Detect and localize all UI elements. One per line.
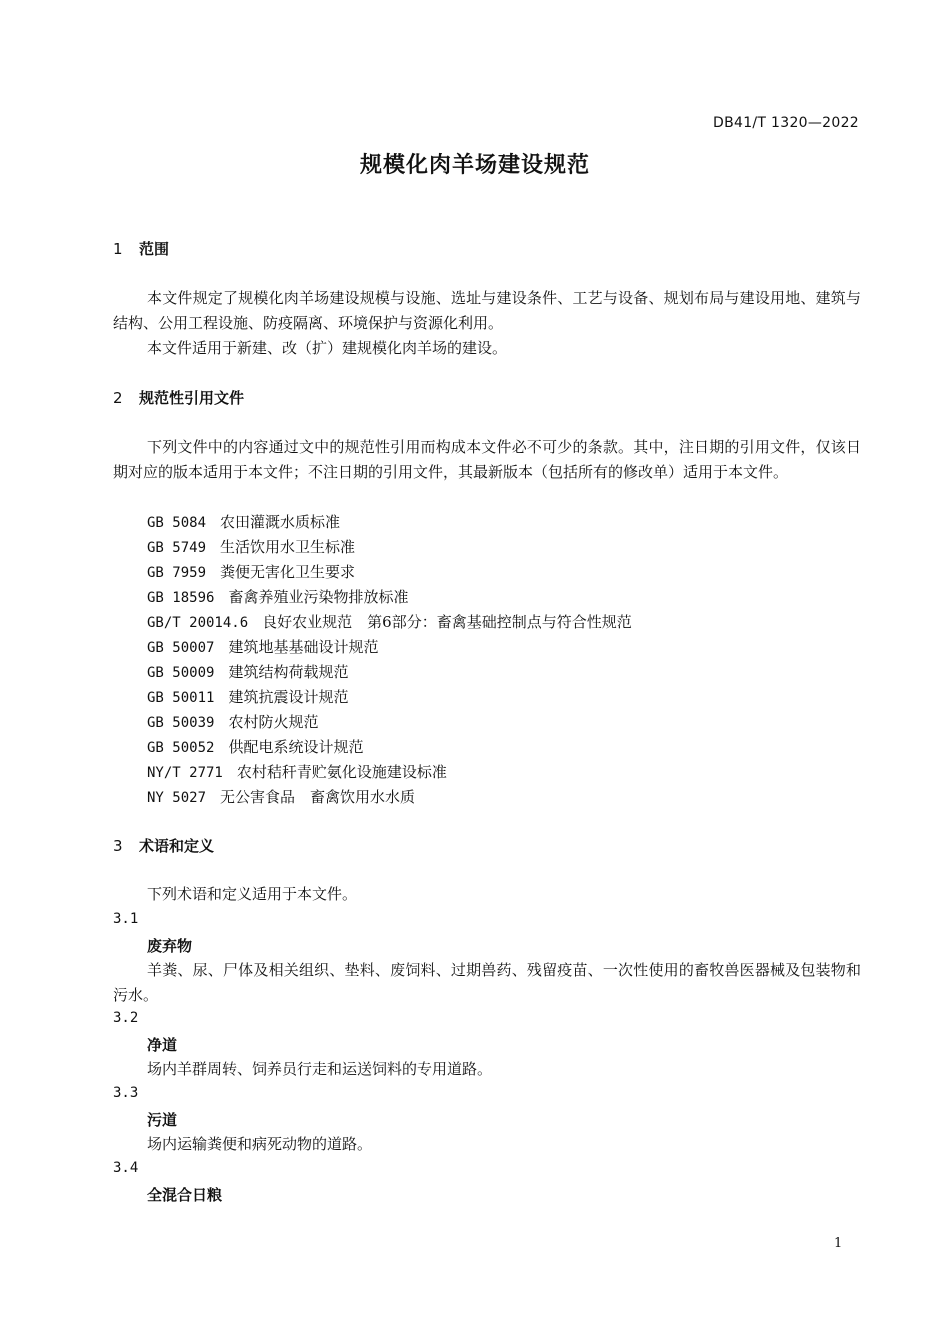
scope-paragraph-1: 本文件规定了规模化肉羊场建设规模与设施、选址与建设条件、工艺与设备、规划布局与建设用地、建筑与结构、公用工程设施、防疫隔离、环境保护与资源化利用。 bbox=[113, 289, 861, 332]
reference-code: GB 18596 bbox=[147, 590, 215, 606]
reference-item bbox=[147, 686, 348, 707]
reference-title: 建筑地基基础设计规范 bbox=[228, 638, 379, 656]
term-name: 全混合日粮 bbox=[147, 1186, 223, 1204]
term-number: 3.4 bbox=[113, 1160, 139, 1176]
reference-code: GB 5084 bbox=[147, 515, 207, 531]
reference-code: NY/T 2771 bbox=[147, 765, 223, 781]
reference-item bbox=[147, 636, 378, 657]
standard-code: DB41/T 1320—2022 bbox=[713, 115, 859, 131]
term-name: 废弃物 bbox=[147, 937, 193, 955]
reference-item bbox=[147, 611, 632, 632]
term-number: 3.1 bbox=[113, 911, 139, 927]
term-definition: 场内羊群周转、饲养员行走和运送饲料的专用道路。 bbox=[147, 1060, 493, 1078]
reference-title: 畜禽养殖业污染物排放标准 bbox=[228, 588, 409, 606]
section-number: 1 bbox=[113, 240, 123, 258]
section-heading-references bbox=[113, 387, 244, 408]
reference-code: GB 50011 bbox=[147, 690, 215, 706]
reference-code: NY 5027 bbox=[147, 790, 207, 806]
document-title: 规模化肉羊场建设规范 bbox=[359, 153, 590, 178]
section-number: 3 bbox=[113, 837, 123, 855]
reference-item bbox=[147, 561, 355, 582]
reference-item bbox=[147, 661, 348, 682]
reference-title: 农田灌溉水质标准 bbox=[220, 513, 341, 531]
terms-intro-paragraph: 下列术语和定义适用于本文件。 bbox=[147, 885, 358, 903]
reference-item bbox=[147, 736, 363, 757]
term-name: 净道 bbox=[147, 1036, 178, 1054]
reference-title: 生活饮用水卫生标准 bbox=[220, 538, 356, 556]
reference-title: 建筑抗震设计规范 bbox=[228, 688, 349, 706]
page-number: 1 bbox=[834, 1236, 843, 1251]
section-title: 术语和定义 bbox=[139, 837, 215, 855]
reference-title: 农村防火规范 bbox=[228, 713, 319, 731]
reference-item bbox=[147, 511, 340, 532]
reference-code: GB/T 20014.6 bbox=[147, 615, 249, 631]
reference-title: 良好农业规范 第6部分：畜禽基础控制点与符合性规范 bbox=[262, 613, 632, 631]
reference-item bbox=[147, 536, 355, 557]
term-definition: 场内运输粪便和病死动物的道路。 bbox=[147, 1135, 373, 1153]
reference-item bbox=[147, 711, 318, 732]
reference-code: GB 50039 bbox=[147, 715, 215, 731]
reference-title: 建筑结构荷载规范 bbox=[228, 663, 349, 681]
references-intro-paragraph: 下列文件中的内容通过文中的规范性引用而构成本文件必不可少的条款。其中，注日期的引用文件，仅该日期对应的版本适用于本文件；不注日期的引用文件，其最新版本（包括所有的修改单）适用于本文件。 bbox=[113, 438, 861, 481]
reference-code: GB 50009 bbox=[147, 665, 215, 681]
term-name: 污道 bbox=[147, 1111, 178, 1129]
scope-paragraph-2: 本文件适用于新建、改（扩）建规模化肉羊场的建设。 bbox=[147, 339, 508, 357]
section-title: 范围 bbox=[139, 240, 170, 258]
section-title: 规范性引用文件 bbox=[139, 389, 245, 407]
term-number: 3.2 bbox=[113, 1010, 139, 1026]
reference-item bbox=[147, 761, 447, 782]
reference-title: 供配电系统设计规范 bbox=[228, 738, 364, 756]
reference-title: 无公害食品 畜禽饮用水水质 bbox=[220, 788, 416, 806]
reference-code: GB 7959 bbox=[147, 565, 207, 581]
reference-code: GB 50007 bbox=[147, 640, 215, 656]
section-heading-scope bbox=[113, 238, 169, 259]
reference-title: 粪便无害化卫生要求 bbox=[220, 563, 356, 581]
reference-item bbox=[147, 586, 408, 607]
section-heading-terms bbox=[113, 835, 214, 856]
reference-code: GB 5749 bbox=[147, 540, 207, 556]
term-number: 3.3 bbox=[113, 1085, 139, 1101]
section-number: 2 bbox=[113, 389, 123, 407]
reference-item bbox=[147, 786, 415, 807]
term-definition: 羊粪、尿、尸体及相关组织、垫料、废饲料、过期兽药、残留疫苗、一次性使用的畜牧兽医器械及包装物和污水。 bbox=[113, 961, 861, 1004]
reference-title: 农村秸秆青贮氨化设施建设标准 bbox=[236, 763, 447, 781]
reference-code: GB 50052 bbox=[147, 740, 215, 756]
